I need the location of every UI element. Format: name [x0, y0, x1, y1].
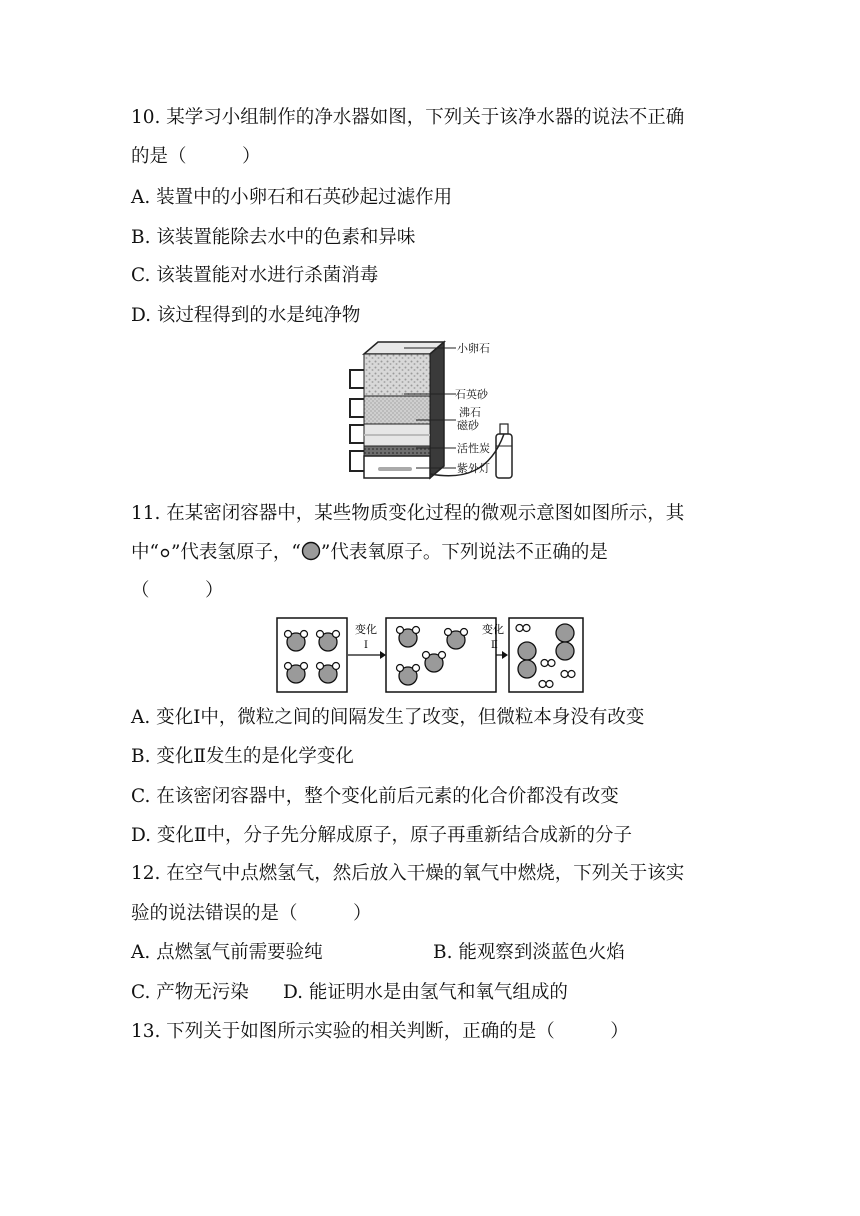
- bottle-icon: [496, 424, 512, 478]
- water-purifier-figure: [344, 336, 524, 482]
- q11-option-c: C. 在该密闭容器中，整个变化前后元素的化合价都没有改变: [131, 786, 619, 807]
- label-carbon: 活性炭: [457, 442, 490, 455]
- q10-stem-line1: 10. 某学习小组制作的净水器如图，下列关于该净水器的说法不正确: [131, 107, 685, 128]
- q12-option-d: D. 能证明水是由氢气和氧气组成的: [283, 982, 568, 1003]
- q10-option-a: A. 装置中的小卵石和石英砂起过滤作用: [131, 187, 453, 208]
- q12-option-b: B. 能观察到淡蓝色火焰: [433, 942, 625, 963]
- label-uv-lamp: 紫外灯: [457, 462, 490, 475]
- arrow2-label-bottom: Ⅱ: [491, 640, 498, 651]
- q11-stem-line2: [131, 541, 608, 565]
- q13-stem-line1: 13. 下列关于如图所示实验的相关判断，正确的是（ ）: [131, 1021, 629, 1042]
- q11-option-d: D. 变化Ⅱ中，分子先分解成原子，原子再重新结合成新的分子: [131, 825, 633, 846]
- tray-handles: [350, 370, 364, 471]
- label-pebble: 小卵石: [457, 342, 490, 355]
- q12-option-a: A. 点燃氢气前需要验纯: [131, 942, 323, 963]
- arrow1-label-top: 变化: [355, 623, 377, 636]
- q10-option-b: B. 该装置能除去水中的色素和异味: [131, 227, 416, 248]
- q12-stem-line1: 12. 在空气中点燃氢气，然后放入干燥的氧气中燃烧，下列关于该实: [131, 863, 685, 884]
- label-zeolite-2: 磁砂: [457, 419, 479, 432]
- q11-stem-part-b: ”代表氢原子，“: [170, 542, 301, 563]
- hydrogen-atom-icon: [159, 547, 171, 559]
- label-quartz-sand: 石英砂: [455, 388, 488, 401]
- q11-option-a: A. 变化Ⅰ中，微粒之间的间隔发生了改变，但微粒本身没有改变: [131, 707, 645, 728]
- q12-stem-line2: 验的说法错误的是（ ）: [131, 903, 372, 924]
- oxygen-atom-icon: [301, 541, 321, 561]
- q11-stem-part-a: 中“: [131, 542, 159, 563]
- q10-option-d: D. 该过程得到的水是纯净物: [131, 305, 361, 326]
- arrow2-label-top: 变化: [482, 623, 504, 636]
- arrow1-label-bottom: Ⅰ: [364, 640, 368, 651]
- q10-option-c: C. 该装置能对水进行杀菌消毒: [131, 265, 379, 286]
- q12-option-c: C. 产物无污染: [131, 982, 249, 1003]
- q11-stem-line3: （ ）: [131, 580, 224, 601]
- label-zeolite-1: 沸石: [459, 406, 481, 419]
- q11-stem-line1: 11. 在某密闭容器中，某些物质变化过程的微观示意图如图所示，其: [131, 503, 685, 524]
- micro-reaction-figure: [276, 616, 586, 694]
- q10-stem-line2: 的是（ ）: [131, 146, 261, 167]
- box-before: [277, 618, 347, 692]
- q11-option-b: B. 变化Ⅱ发生的是化学变化: [131, 746, 354, 767]
- q11-stem-part-c: ”代表氧原子。下列说法不正确的是: [320, 542, 608, 563]
